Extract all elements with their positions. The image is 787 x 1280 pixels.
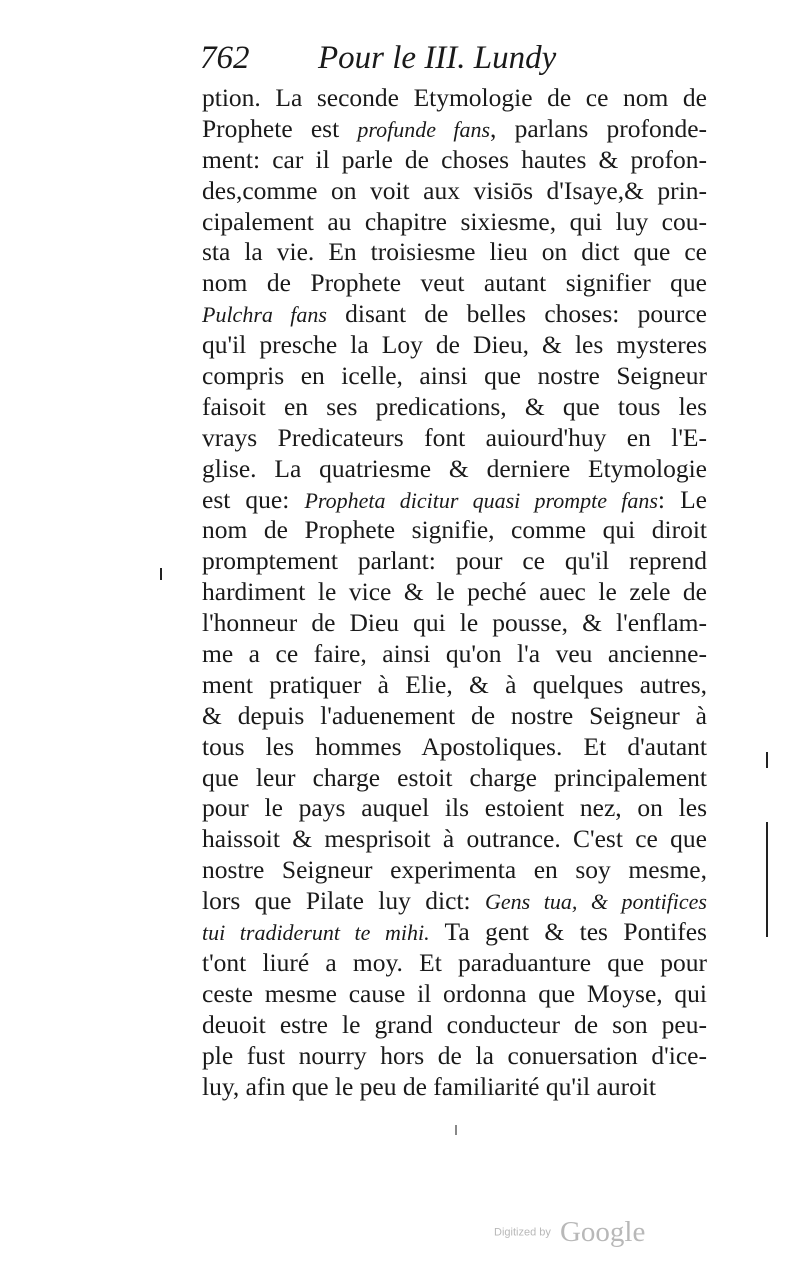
margin-mark-right-upper: [766, 752, 768, 768]
text-segment: tous les hommes Apostoliques. Et d'autant: [202, 731, 707, 761]
text-line: [202, 268, 707, 299]
text-line: [202, 546, 707, 577]
text-segment: est que:: [202, 484, 305, 514]
text-segment: qu'il presche la Loy de Dieu, & les mysteres: [202, 330, 707, 360]
text-segment: glise. La quatriesme & derniere Etymologie: [202, 453, 707, 483]
latin-phrase: profunde fans: [357, 116, 491, 142]
text-line: [202, 948, 707, 979]
text-line: [202, 515, 707, 546]
text-segment: que leur charge estoit charge principalement: [202, 762, 707, 792]
text-segment: faisoit en ses predications, & que tous les: [202, 391, 707, 421]
text-line: [202, 392, 707, 423]
text-line: [202, 639, 707, 670]
text-line: [202, 330, 707, 361]
text-segment: ceste mesme cause il ordonna que Moyse, qui: [202, 978, 707, 1008]
text-line: [202, 979, 707, 1010]
digitized-by-label: Digitized by: [494, 1226, 551, 1239]
text-segment: : Le: [657, 484, 707, 514]
text-segment: , parlans profonde-: [490, 113, 707, 143]
text-segment: nom de Prophete veut autant signifier que: [202, 268, 707, 298]
text-segment: promptement parlant: pour ce qu'il reprend: [202, 546, 707, 576]
google-watermark: [494, 1216, 645, 1248]
latin-phrase: Gens tua, & pontifices: [484, 889, 707, 915]
text-segment: ment: car il parle de choses hautes & profon-: [202, 144, 707, 174]
text-segment: sta la vie. En troisiesme lieu on dict que ce: [202, 237, 707, 267]
text-segment: lors que Pilate luy dict:: [202, 886, 485, 916]
text-segment: cipalement au chapitre sixiesme, qui luy cou-: [202, 206, 707, 236]
text-line: [202, 824, 707, 855]
text-line: [202, 701, 707, 732]
text-line: [202, 207, 707, 238]
text-segment: ment pratiquer à Elie, & à quelques autres,: [202, 669, 707, 699]
text-segment: & depuis l'aduenement de nostre Seigneur à: [202, 700, 707, 730]
text-segment: Prophete est: [202, 113, 358, 143]
text-segment: vrays Predicateurs font auiourd'huy en l'E-: [202, 422, 707, 452]
text-segment: nostre Seigneur experimenta en soy mesme,: [202, 855, 707, 885]
latin-phrase: Pulchra fans: [202, 302, 327, 328]
text-segment: pour le pays auquel ils estoient nez, on les: [202, 793, 707, 823]
margin-mark-right-lower: [766, 822, 768, 937]
text-segment: l'honneur de Dieu qui le pousse, & l'enflam-: [202, 608, 707, 638]
text-segment: hardiment le vice & le peché auec le zele de: [202, 577, 707, 607]
text-segment: des,comme on voit aux visiōs d'Isaye,& prin-: [202, 175, 707, 205]
latin-phrase: Propheta dicitur quasi prompte fans: [304, 487, 658, 513]
text-line: [202, 454, 707, 485]
running-title: Pour le III. Lundy: [318, 40, 557, 76]
text-line: [202, 855, 707, 886]
margin-mark-bottom: [455, 1125, 457, 1135]
text-segment: ption. La seconde Etymologie de ce nom de: [202, 83, 707, 112]
text-segment: Ta gent & tes Pontifes: [429, 917, 707, 947]
latin-phrase: tui tradiderunt te mihi.: [202, 920, 430, 946]
text-line: [202, 793, 707, 824]
text-line: [202, 763, 707, 794]
text-segment: haissoit & mesprisoit à outrance. C'est ce que: [202, 824, 707, 854]
text-line: [202, 732, 707, 763]
text-segment: deuoit estre le grand conducteur de son peu-: [202, 1009, 707, 1039]
text-line: [202, 886, 707, 917]
text-line: [202, 917, 707, 948]
text-segment: compris en icelle, ainsi que nostre Seigneur: [202, 361, 707, 391]
text-line: [202, 114, 707, 145]
text-line: [202, 299, 707, 330]
page-number: 762: [200, 40, 250, 76]
margin-mark-left: [160, 568, 162, 580]
text-segment: disant de belles choses: pource: [326, 299, 707, 329]
text-segment: t'ont liuré a moy. Et paraduanture que pour: [202, 947, 707, 977]
text-line: [202, 577, 707, 608]
text-line: [202, 485, 707, 516]
text-line: [202, 237, 707, 268]
text-line: [202, 423, 707, 454]
text-line: [202, 361, 707, 392]
page-header: [200, 38, 610, 78]
body-text: [202, 83, 707, 1102]
text-line: [202, 145, 707, 176]
text-line: [202, 176, 707, 207]
text-segment: ple fust nourry hors de la conuersation d'ice-: [202, 1040, 707, 1070]
text-line: [202, 1010, 707, 1041]
text-segment: luy, afin que le peu de familiarité qu'il auroit: [202, 1071, 656, 1101]
google-logo-text: Google: [559, 1216, 646, 1248]
text-line: [202, 670, 707, 701]
text-line: [202, 608, 707, 639]
text-line: [202, 1041, 707, 1072]
text-segment: me a ce faire, ainsi qu'on l'a veu ancienne-: [202, 639, 707, 669]
text-line: [202, 83, 707, 114]
text-segment: nom de Prophete signifie, comme qui diroit: [202, 515, 707, 545]
text-line: [202, 1072, 707, 1103]
